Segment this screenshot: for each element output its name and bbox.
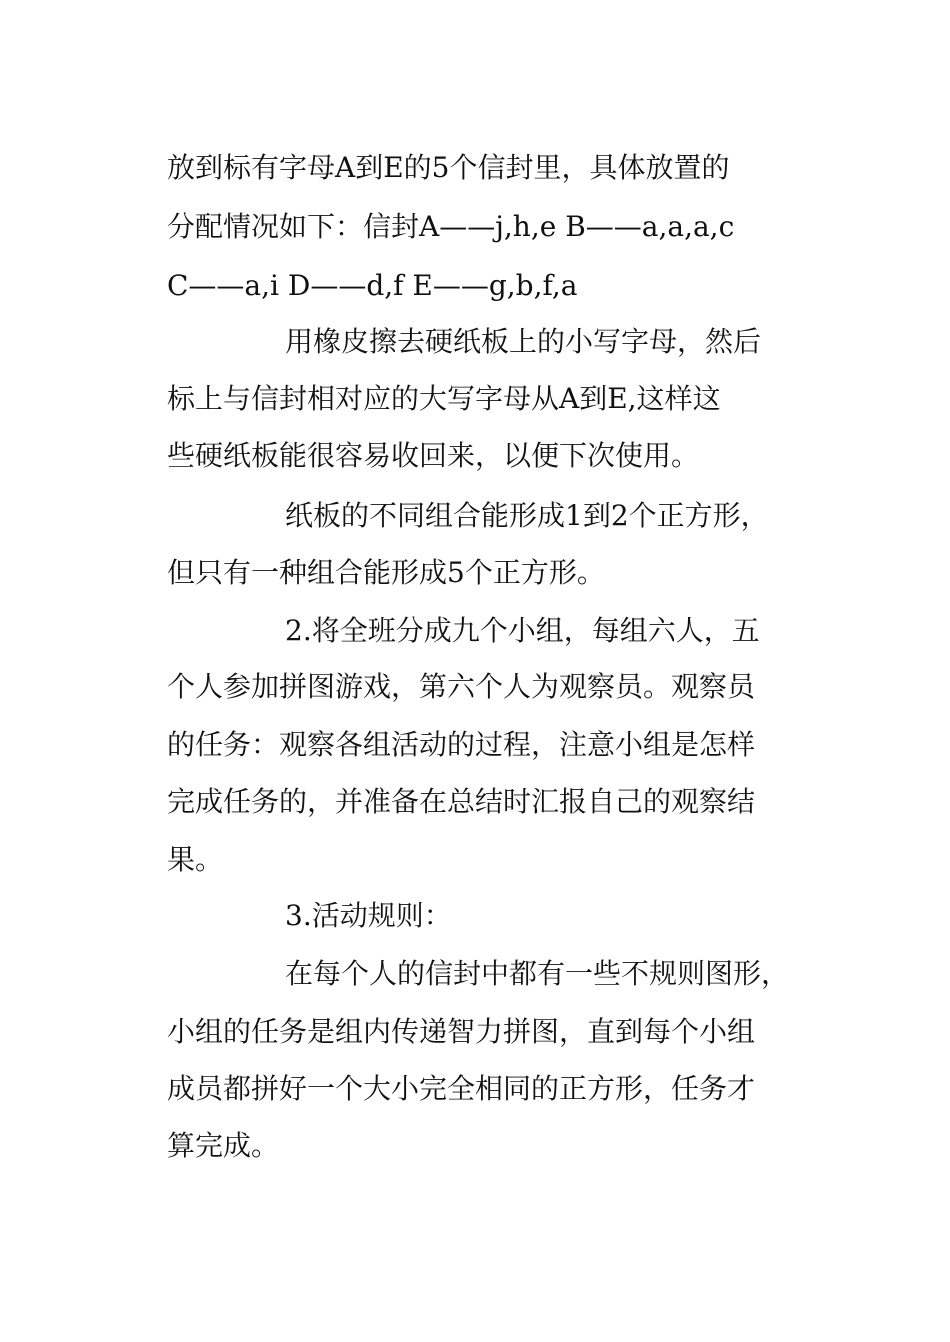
text-line: 分配情况如下：信封A——j,h,e B——a,a,a,c [167, 210, 735, 243]
paragraph-start-line: 在每个人的信封中都有一些不规则图形， [285, 957, 790, 990]
text-line: C——a,i D——d,f E——g,b,f,a [167, 269, 578, 302]
text-line: 标上与信封相对应的大写字母从A到E,这样这 [167, 382, 721, 415]
text-line: 小组的任务是组内传递智力拼图，直到每个小组 [167, 1015, 756, 1048]
text-line: 放到标有字母A到E的5个信封里，具体放置的 [167, 151, 730, 184]
text-line: 完成任务的，并准备在总结时汇报自己的观察结 [167, 785, 756, 818]
text-line: 成员都拼好一个大小完全相同的正方形，任务才 [167, 1072, 756, 1105]
text-line: 但只有一种组合能形成5个正方形。 [167, 556, 605, 589]
text-line: 的任务：观察各组活动的过程，注意小组是怎样 [167, 728, 756, 761]
text-line: 算完成。 [167, 1129, 280, 1162]
paragraph-start-line: 用橡皮擦去硬纸板上的小写字母，然后 [285, 325, 762, 358]
paragraph-start-line: 2.将全班分成九个小组，每组六人，五 [285, 614, 760, 647]
text-line: 些硬纸板能很容易收回来，以便下次使用。 [167, 439, 700, 472]
heading-line: 3.活动规则： [285, 899, 452, 932]
paragraph-start-line: 纸板的不同组合能形成1到2个正方形， [285, 499, 769, 532]
text-line: 个人参加拼图游戏，第六个人为观察员。观察员 [167, 670, 756, 703]
text-line: 果。 [167, 843, 224, 876]
